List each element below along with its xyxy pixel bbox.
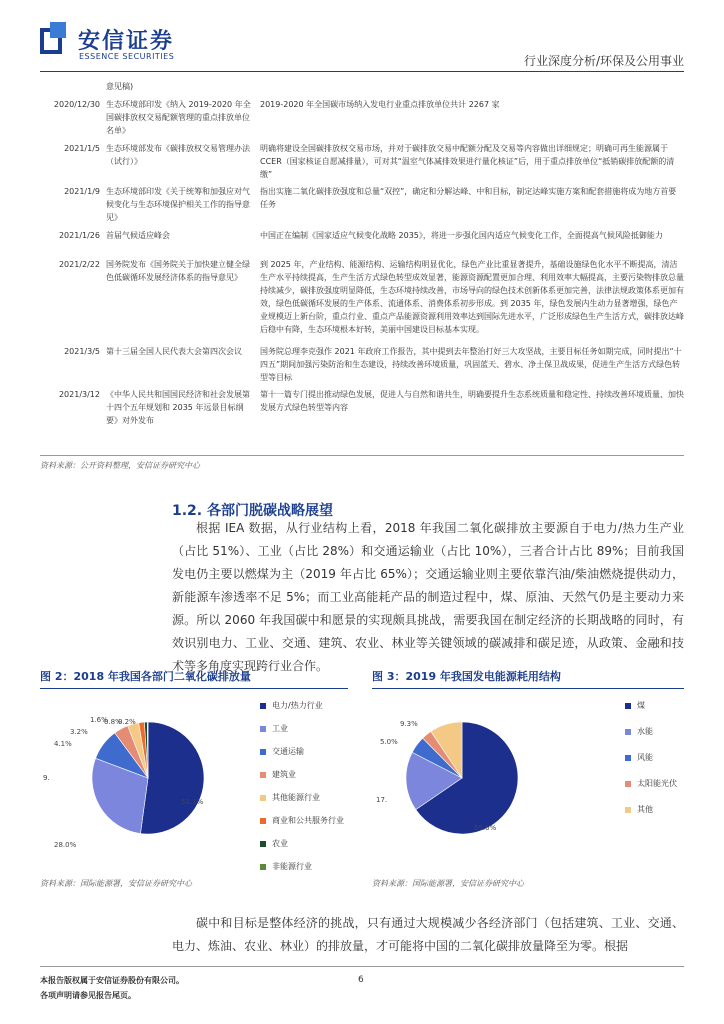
brand-name-en: ESSENCE SECURITIES [79, 52, 175, 61]
legend-item [260, 700, 323, 711]
table-cell-event: 生态环境部印发《纳入 2019-2020 年全国碳排放权交易配额管理的重点排放单位名单》 [106, 100, 251, 135]
legend-label: 其他能源行业 [272, 793, 320, 802]
legend-swatch [260, 726, 266, 732]
table-cell-date: 2021/1/5 [64, 144, 100, 153]
legend-swatch [260, 749, 266, 755]
section-title: 1.2. 各部门脱碳战略展望 [172, 503, 333, 519]
pie-slice-0 [140, 722, 204, 834]
legend-swatch [260, 841, 266, 847]
pie-data-label: 0.8% [104, 718, 122, 726]
legend-label: 工业 [272, 724, 288, 733]
page-header [0, 0, 724, 75]
legend-item [260, 746, 304, 757]
legend-item [625, 804, 653, 815]
table-cell-event: 首届气候适应峰会 [106, 231, 170, 240]
legend-label: 电力/热力行业 [272, 701, 323, 710]
pie-data-label: 3.2% [70, 728, 88, 736]
brand-logo-icon [40, 22, 70, 58]
legend-swatch [260, 772, 266, 778]
table-cell-date: 2021/1/26 [58, 231, 100, 240]
legend-item [260, 792, 320, 803]
legend-label: 建筑业 [272, 770, 296, 779]
legend-item [260, 723, 288, 734]
table-cell-event: 国务院发布《国务院关于加快建立健全绿色低碳循环发展经济体系的指导意见》 [106, 260, 250, 282]
table-cell-event: 《中华人民共和国国民经济和社会发展第十四个五年规划和 2035 年远景目标纲要》对外发布 [106, 390, 250, 425]
table-source: 资料来源：公开资料整理，安信证券研究中心 [40, 461, 200, 470]
legend-label: 风能 [637, 753, 653, 762]
body-paragraph-2: 碳中和目标是整体经济的挑战，只有通过大规模减少各经济部门（包括建筑、工业、交通、电力、炼油、农业、林业）的排放量，才可能将中国的二氧化碳排放量降至为零。根据 [172, 916, 684, 953]
table-cell-event: 生态环境部印发《关于统筹和加强应对气候变化与生态环境保护相关工作的指导意见》 [106, 187, 250, 222]
pie-data-label: 65.0% [474, 824, 497, 832]
legend-label: 农业 [272, 839, 288, 848]
legend-swatch [625, 781, 631, 787]
body-paragraph: 根据 IEA 数据，从行业结构上看，2018 年我国二氧化碳排放主要源自于电力/热力生产业（占比 51%）、工业（占比 28%）和交通运输业（占比 10%），三者合计占比 89%；目前我国发电仍主要以燃煤为主（2019 年占比 65%）；交通运输业则主要依靠汽油/柴油燃烧提供动力，新能源车渗透率不足 5%；而工业高能耗产品的制造过程中，煤、原油、天然气仍是主要动力来源。所以 2060 年我国碳中和愿景的实现颇具挑战，需要我国在制定经济的长期战略的同时，有效识别电力、工业、交通、建筑、农业、林业等关键领域的碳减排和碳足迹，从政策、金融和技术等多角度实现跨行业合作。 [172, 521, 684, 673]
legend-item [260, 769, 296, 780]
legend-item [625, 778, 677, 789]
legend-item [260, 861, 312, 872]
pie-data-label: 0.2% [118, 718, 136, 726]
brand-name: 安信证券 [78, 29, 175, 54]
footer-divider [40, 966, 684, 967]
figure3-source: 资料来源：国际能源署，安信证券研究中心 [372, 879, 524, 888]
table-cell-event: 生态环境部发布《碳排放权交易管理办法（试行）》 [106, 144, 250, 166]
legend-label: 煤 [637, 701, 645, 710]
table-cell-event: 意见稿) [106, 82, 134, 91]
legend-label: 商业和公共服务行业 [272, 816, 344, 825]
pie-data-label: 51.1% [181, 798, 204, 806]
pie-data-label: 9.3% [400, 720, 418, 728]
figure3-divider [372, 688, 684, 689]
legend-label: 其他 [637, 805, 653, 814]
legend-item [625, 752, 653, 763]
table-cell-content: 第十一篇专门提出推动绿色发展，促进人与自然和谐共生，明确要提升生态系统质量和稳定性、持续改善环境质量、加快发展方式绿色转型等内容 [260, 390, 684, 412]
table-cell-event: 第十三届全国人民代表大会第四次会议 [106, 347, 242, 356]
legend-item [625, 700, 645, 711]
legend-item [260, 815, 344, 826]
header-divider [40, 71, 684, 72]
legend-swatch [625, 755, 631, 761]
legend-swatch [260, 818, 266, 824]
figure2-source: 资料来源：国际能源署，安信证券研究中心 [40, 879, 192, 888]
table-cell-content: 到 2025 年，产业结构、能源结构、运输结构明显优化，绿色产业比重显著提升，基础设施绿色化水平不断提高，清洁生产水平持续提高，生产生活方式绿色转型成效显著，能源资源配置更加合理、利用效率大幅提高，主要污染物排放总量持续减少，碳排放强度明显降低，生态环境持续改善，市场导向的绿色技术创新体系更加完善，法律法规政策体系更加有效，绿色低碳循环发展的生产体系、流通体系、消费体系初步形成。到 2035 年，绿色发展内生动力显著增强，绿色产业规模迈上新台阶，重点行业、重点产品能源资源利用效率达到国际先进水平，广泛形成绿色生产生活方式，碳排放达峰后稳中有降，生态环境根本好转，美丽中国建设目标基本实现。 [260, 260, 684, 334]
figure3-title: 图 3：2019 年我国发电能源耗用结构 [372, 670, 561, 683]
legend-item [260, 838, 288, 849]
footer-copyright: 本报告版权属于安信证券股份有限公司。 [40, 976, 184, 985]
legend-swatch [260, 703, 266, 709]
pie-data-label: 5.0% [380, 738, 398, 746]
legend-swatch [625, 729, 631, 735]
footer-disclaimer: 各项声明请参见报告尾页。 [40, 991, 136, 1000]
legend-label: 交通运输 [272, 747, 304, 756]
pie-data-label: 4.1% [54, 740, 72, 748]
legend-label: 太阳能光伏 [637, 779, 677, 788]
table-cell-date: 2020/12/30 [53, 100, 100, 109]
legend-swatch [625, 807, 631, 813]
pie-data-label: 17. [376, 796, 388, 804]
table-cell-content: 指出实施二氧化碳排放强度和总量“双控”，确定和分解达峰、中和目标，制定达峰实施方案和配套措施将成为地方首要任务 [260, 187, 677, 209]
legend-label: 非能源行业 [272, 862, 312, 871]
page-number: 6 [358, 975, 364, 985]
table-cell-date: 2021/3/12 [58, 390, 100, 399]
table-cell-content: 国务院总理李克强作 2021 年政府工作报告，其中提到去年整治打好三大攻坚战，主要目标任务如期完成，同时提出“十四五”期间加强污染防治和生态建设，持续改善环境质量，巩固蓝天、碧水、净土保卫战成果，促进生产生活方式绿色转型等目标 [260, 347, 682, 382]
table-cell-content: 2019-2020 年全国碳市场纳入发电行业重点排放单位共计 2267 家 [260, 100, 500, 109]
table-cell-date: 2021/2/22 [58, 260, 100, 269]
legend-item [625, 726, 653, 737]
figure2-title: 图 2：2018 年我国各部门二氧化碳排放量 [40, 670, 251, 683]
table-cell-date: 2021/3/5 [64, 347, 100, 356]
table-cell-content: 明确将建设全国碳排放权交易市场，并对于碳排放交易中配额分配及交易等内容做出详细规定；明确可再生能源属于 CCER（国家核证自愿减排量），可对其“温室气体减排效果进行量化核证”后，用于重点排放单位“抵销碳排放配额的清缴” [260, 144, 675, 179]
pie-data-label: 1.6% [90, 716, 108, 724]
pie-data-label: 28.0% [54, 841, 77, 849]
legend-swatch [625, 703, 631, 709]
figure2-pie-chart [40, 694, 348, 872]
legend-label: 水能 [637, 727, 653, 736]
table-cell-date: 2021/1/9 [64, 187, 100, 196]
legend-swatch [260, 864, 266, 870]
pie-data-label: 9. [43, 774, 50, 782]
document-type: 行业深度分析/环保及公用事业 [523, 54, 684, 68]
table-divider [40, 455, 684, 456]
legend-swatch [260, 795, 266, 801]
figure2-divider [40, 688, 348, 689]
table-cell-content: 中国正在编制《国家适应气候变化战略 2035》，将进一步强化国内适应气候变化工作，全面提高气候风险抵御能力 [260, 231, 663, 240]
